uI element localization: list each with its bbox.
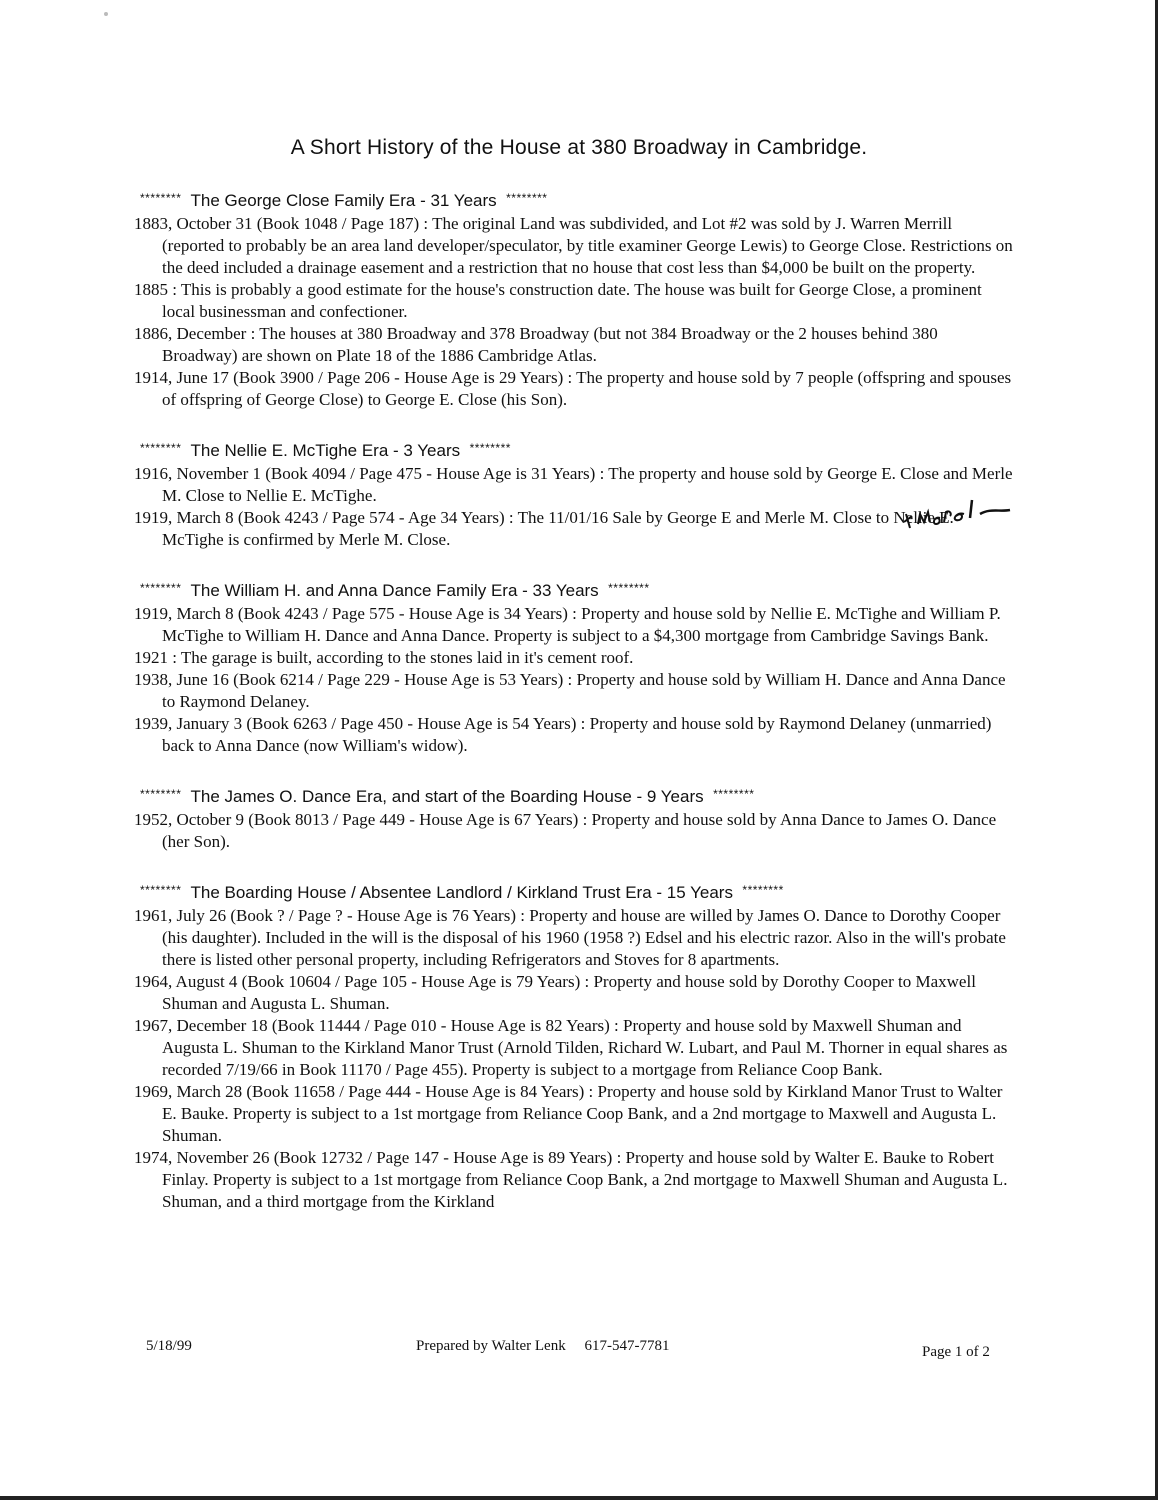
history-entry: 1952, October 9 (Book 8013 / Page 449 - House Age is 67 Years) : Property and house sold by Anna Dance to James O. Dance (her Son). <box>134 810 997 851</box>
era-heading-text: The William H. and Anna Dance Family Era - 33 Years <box>190 581 599 600</box>
stars-left: ******** <box>140 441 182 455</box>
stars-right: ******** <box>713 787 755 801</box>
footer-prepared-by: Prepared by Walter Lenk 617-547-7781 <box>416 1338 670 1354</box>
history-entry: 1974, November 26 (Book 12732 / Page 147 - House Age is 89 Years) : Property and house sold by Walter E. Bauke to Robert Finlay. Property is subject to a 1st mortgage from Reliance Coop Bank, a 2nd mortgage to Maxwell Shuman and Augusta L. Shuman, and a third mortgage from the Kirkland <box>134 1148 1008 1211</box>
era-heading-text: The James O. Dance Era, and start of the Boarding House - 9 Years <box>190 787 704 806</box>
history-entry: 1914, June 17 (Book 3900 / Page 206 - House Age is 29 Years) : The property and house sold by 7 people (offspring and spouses of offspring of George Close) to George E. Close (his Son). <box>134 368 1012 409</box>
history-entry: 1916, November 1 (Book 4094 / Page 475 - House Age is 31 Years) : The property and house sold by George E. Close and Merle M. Close to Nellie E. McTighe. <box>134 464 1013 505</box>
scan-edge-bottom <box>0 1496 1158 1500</box>
era-section-mctighe <box>134 436 1014 551</box>
history-entry: 1938, June 16 (Book 6214 / Page 229 - House Age is 53 Years) : Property and house sold by William H. Dance and Anna Dance to Raymond Delaney. <box>134 670 1006 711</box>
handwritten-correction <box>900 494 1030 534</box>
scan-speck <box>104 12 108 16</box>
footer-page-number: Page 1 of 2 <box>922 1344 990 1360</box>
history-entry: 1921 : The garage is built, according to the stones laid in it's cement roof. <box>134 648 634 667</box>
era-section-george-close <box>134 186 1014 411</box>
stars-right: ******** <box>742 883 784 897</box>
stars-right: ******** <box>506 191 548 205</box>
era-heading <box>134 436 1014 463</box>
history-entry: 1967, December 18 (Book 11444 / Page 010 - House Age is 82 Years) : Property and house sold by Maxwell Shuman and Augusta L. Shuman to the Kirkland Manor Trust (Arnold Tilden, Richard W. Lubart, and Paul M. Thorner in equal shares as recorded 7/19/66 in Book 11170 / Page 455). Property is subject to a mortgage from Reliance Coop Bank. <box>134 1016 1008 1079</box>
history-entry: 1919, March 8 (Book 4243 / Page 574 - Age 34 Years) : The 11/01/16 Sale by George E and Merle M. Close to Nellie E. McTighe is confirmed by Merle M. Close. <box>134 508 954 549</box>
footer-date: 5/18/99 <box>146 1338 192 1354</box>
history-entry: 1883, October 31 (Book 1048 / Page 187) : The original Land was subdivided, and Lot #2 was sold by J. Warren Merrill (reported to probably be an area land developer/speculator, by title examiner George Lewis) to George Close. Restrictions on the deed included a drainage easement and a restriction that no house that cost less than $4,000 be built on the property. <box>134 214 1013 277</box>
history-entry: 1885 : This is probably a good estimate for the house's construction date. The house was built for George Close, a prominent local businessman and confectioner. <box>134 280 982 321</box>
era-section-dance-family <box>134 576 1014 757</box>
era-heading <box>134 878 1014 905</box>
stars-right: ******** <box>469 441 511 455</box>
era-section-james-dance <box>134 782 1014 853</box>
history-entry: 1886, December : The houses at 380 Broadway and 378 Broadway (but not 384 Broadway or the 2 houses behind 380 Broadway) are shown on Plate 18 of the 1886 Cambridge Atlas. <box>134 324 938 365</box>
history-entry: 1939, January 3 (Book 6263 / Page 450 - House Age is 54 Years) : Property and house sold by Raymond Delaney (unmarried) back to Anna Dance (now William's widow). <box>134 714 992 755</box>
history-entry: 1969, March 28 (Book 11658 / Page 444 - House Age is 84 Years) : Property and house sold by Kirkland Manor Trust to Walter E. Bauke. Property is subject to a 1st mortgage from Reliance Coop Bank, and a 2nd mortgage to Maxwell and Augusta L. Shuman. <box>134 1082 1003 1145</box>
stars-left: ******** <box>140 787 182 801</box>
era-heading <box>134 186 1014 213</box>
history-content <box>134 186 1014 1238</box>
stars-left: ******** <box>140 191 182 205</box>
era-section-kirkland-trust <box>134 878 1014 1213</box>
era-heading <box>134 576 1014 603</box>
era-heading-text: The George Close Family Era - 31 Years <box>190 191 497 210</box>
history-entry: 1919, March 8 (Book 4243 / Page 575 - House Age is 34 Years) : Property and house sold by Nellie E. McTighe and William P. McTighe to William H. Dance and Anna Dance. Property is subject to a $4,300 mortgage from Cambridge Savings Bank. <box>134 604 1001 645</box>
era-heading-text: The Boarding House / Absentee Landlord / Kirkland Trust Era - 15 Years <box>190 883 733 902</box>
history-entry: 1964, August 4 (Book 10604 / Page 105 - House Age is 79 Years) : Property and house sold by Dorothy Cooper to Maxwell Shuman and Augusta L. Shuman. <box>134 972 976 1013</box>
stars-left: ******** <box>140 883 182 897</box>
era-heading-text: The Nellie E. McTighe Era - 3 Years <box>190 441 461 460</box>
stars-right: ******** <box>608 581 650 595</box>
stars-left: ******** <box>140 581 182 595</box>
era-heading <box>134 782 1014 809</box>
history-entry: 1961, July 26 (Book ? / Page ? - House Age is 76 Years) : Property and house are willed by James O. Dance to Dorothy Cooper (his daughter). Included in the will is the disposal of his 1960 (1958 ?) Edsel and his electric razor. Also in the will's probate there is listed other personal property, including Refrigerators and Stoves for 8 apartments. <box>134 906 1006 969</box>
document-title: A Short History of the House at 380 Broadway in Cambridge. <box>290 136 868 159</box>
